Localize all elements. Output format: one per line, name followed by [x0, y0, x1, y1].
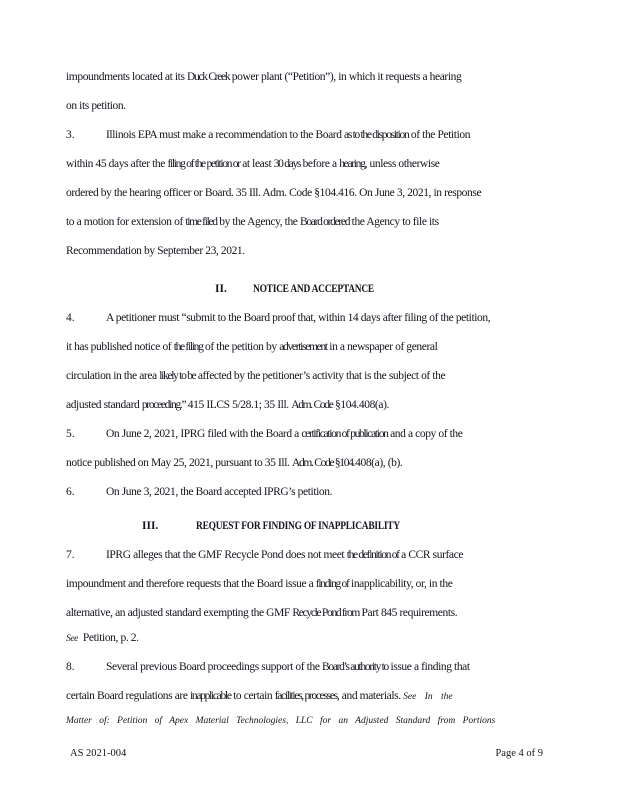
text-segment: hearing — [339, 158, 365, 170]
paragraph-number: 4. — [66, 312, 75, 324]
text-segment: before a — [300, 158, 340, 170]
text-segment: likely to be — [159, 370, 196, 382]
text-segment: as to the disposition — [344, 129, 409, 141]
paragraph-line — [66, 653, 580, 682]
text-segment: Part 845 requirements. — [359, 607, 458, 619]
text-segment: .408(a), (b). — [352, 457, 403, 469]
text-segment: inapplicable — [190, 690, 231, 702]
text-segment: within 45 days after the — [66, 158, 168, 170]
text-segment: in a newspaper of general — [326, 341, 438, 353]
paragraph-line — [66, 541, 580, 570]
text-segment: on its petition. — [66, 100, 126, 112]
text-segment: at least — [239, 158, 274, 170]
paragraph-line — [66, 208, 580, 237]
text-segment: 415 ILCS 5/28.1; 35 Ill. — [185, 399, 292, 411]
text-segment: finding of — [315, 578, 349, 590]
text-segment: Petition, p. 2. — [77, 632, 139, 644]
text-segment: A petitioner must “submit to the Board proof that, within 14 days after filing of the petition, — [106, 312, 491, 324]
paragraph-line — [66, 304, 580, 333]
section-heading — [142, 512, 580, 541]
text-segment: Adm. Code §104 — [291, 457, 353, 469]
text-segment: , and materials. — [336, 690, 404, 702]
paragraph-line — [66, 449, 580, 478]
text-segment: certain Board regulations are — [66, 690, 191, 702]
text-segment: Several previous Board proceedings support of the — [106, 661, 323, 673]
paragraph-line — [66, 237, 580, 266]
text-segment: a CCR surface — [398, 549, 464, 561]
text-segment: of the petition by — [202, 341, 280, 353]
text-segment: REQUEST FOR FINDING OF INAPPLICABILITY — [196, 520, 400, 532]
section-heading-text — [196, 512, 400, 541]
text-segment: and a copy of the — [387, 428, 463, 440]
paragraph-line — [66, 478, 580, 507]
text-segment: inapplicability, or, in the — [348, 578, 453, 590]
docket-number: AS 2021-004 — [70, 748, 127, 759]
text-segment: impoundments located at its — [66, 71, 188, 83]
text-segment: the definition of — [346, 549, 399, 561]
text-segment: adjusted standard — [66, 399, 142, 411]
text-segment: by the Agency, the — [216, 216, 300, 228]
text-segment: See — [66, 634, 78, 644]
section-number: III. — [142, 520, 159, 532]
paragraph-number: 5. — [66, 428, 75, 440]
text-segment: Recycle Pond from — [292, 607, 360, 619]
text-segment: , unless otherwise — [364, 158, 440, 170]
paragraph-line — [66, 391, 580, 420]
paragraph-line — [66, 179, 580, 208]
text-segment: On June 3, 2021, the Board accepted IPRG’s petition. — [106, 486, 333, 498]
text-segment: the Agency to file its — [349, 216, 439, 228]
page-footer — [0, 747, 618, 767]
text-segment: it has published notice of — [66, 341, 174, 353]
paragraph-number: 3. — [66, 129, 75, 141]
paragraph-line — [66, 150, 580, 179]
section-heading-text — [253, 275, 374, 304]
text-segment: advertisement — [279, 341, 327, 353]
text-segment: facilities, processes — [274, 690, 337, 702]
text-segment: notice published on May 25, 2021, pursuant to 35 Ill. — [66, 457, 292, 469]
text-segment: Board ordered — [299, 216, 350, 228]
text-segment: filing of the petition or — [167, 158, 240, 170]
text-segment: Matter of: Petition of Apex Material Technologies, LLC for an Adjusted Standard from Portions — [66, 716, 496, 726]
text-segment: ordered by the hearing officer or Board. 35 Ill. Adm. Code §104.416. On June 3, 2021, in response — [66, 187, 482, 199]
text-segment: affected by the petitioner’s activity that is the subject of the — [195, 370, 446, 382]
text-segment: 30 days — [273, 158, 301, 170]
text-segment: On June 2, 2021, IPRG filed with the Board a — [106, 428, 302, 440]
section-number: II. — [215, 283, 227, 295]
paragraph-number: 7. — [66, 549, 75, 561]
text-segment: of the Petition — [408, 129, 471, 141]
paragraph-line — [66, 63, 580, 92]
text-segment: circulation in the area — [66, 370, 160, 382]
text-segment: to certain — [230, 690, 275, 702]
text-segment: certification of publication — [301, 428, 388, 440]
text-segment: to a motion for extension of — [66, 216, 186, 228]
text-segment: impoundment and therefore requests that the Board issue a — [66, 578, 316, 590]
paragraph-line — [66, 362, 580, 391]
citation-line — [66, 707, 580, 736]
text-segment: Duck Creek — [187, 71, 230, 83]
paragraph-number: 6. — [66, 486, 75, 498]
text-segment: NOTICE AND ACCEPTANCE — [253, 283, 374, 295]
paragraph-number: 8. — [66, 661, 75, 673]
paragraph-line — [66, 121, 580, 150]
text-segment: Recommendation by September 23, 2021. — [66, 245, 245, 257]
text-segment: time filed — [185, 216, 217, 228]
text-segment: alternative, an adjusted standard exempting the GMF — [66, 607, 293, 619]
text-segment: §104.408(a). — [332, 399, 389, 411]
text-segment: Board’s authority to — [322, 661, 389, 673]
text-segment: Adm. Code — [291, 399, 333, 411]
paragraph-line — [66, 333, 580, 362]
section-heading — [215, 275, 580, 304]
text-segment: proceeding.” — [141, 399, 186, 411]
text-segment: See In the — [403, 692, 453, 702]
paragraph-line — [66, 570, 580, 599]
text-segment: IPRG alleges that the GMF Recycle Pond does not meet — [106, 549, 347, 561]
text-segment: Illinois EPA must make a recommendation to the Board — [106, 129, 345, 141]
paragraph-line — [66, 92, 580, 121]
paragraph-line — [66, 420, 580, 449]
text-segment: issue a finding that — [388, 661, 470, 673]
page-number: Page 4 of 9 — [495, 748, 543, 759]
text-segment: power plant (“Petition”), in which it requests a hearing — [229, 71, 462, 83]
text-segment: the filing — [173, 341, 203, 353]
paragraph-line — [66, 624, 580, 653]
document-body — [66, 63, 580, 736]
